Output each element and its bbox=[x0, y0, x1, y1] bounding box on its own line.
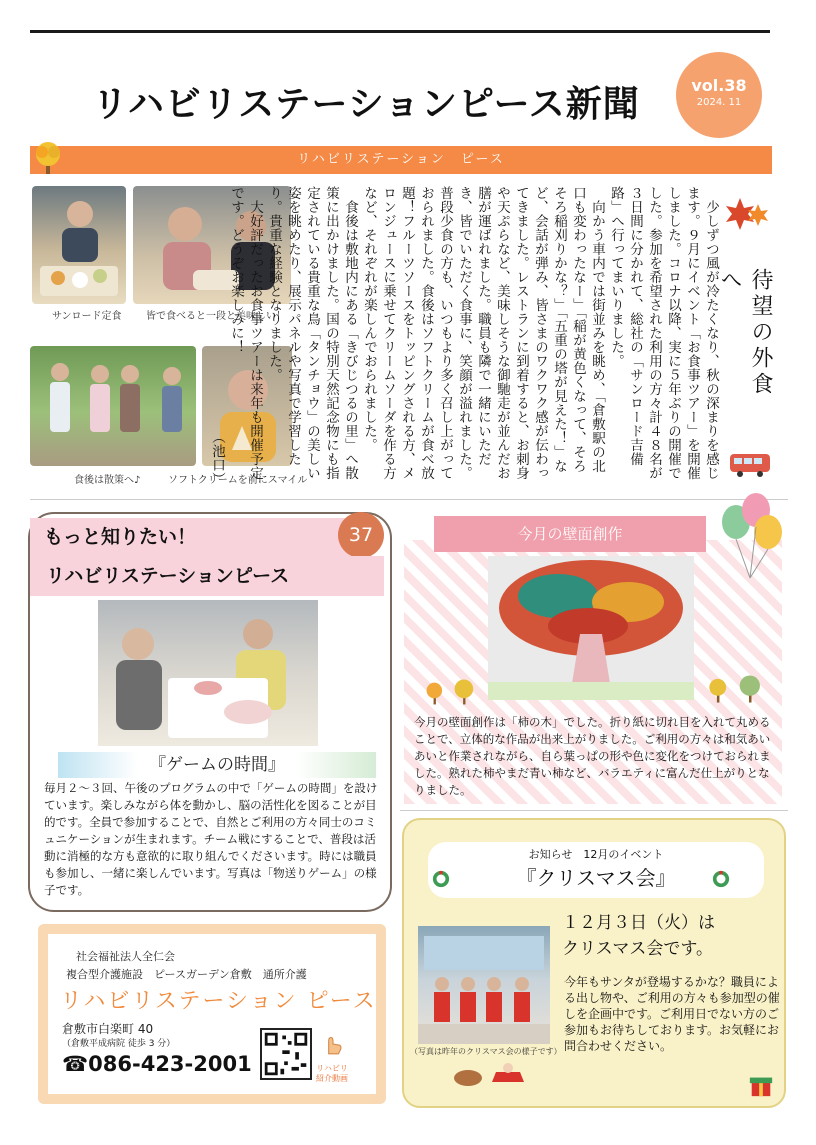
caption-set-meal: サンロード定食 bbox=[52, 311, 122, 322]
autumn-trees-decoration bbox=[700, 672, 776, 706]
wall-art-title: 今月の壁面創作 bbox=[434, 516, 706, 552]
article-signature: （池口） bbox=[209, 430, 225, 486]
qr-label-line: リハビリ bbox=[316, 1064, 348, 1073]
christmas-title: 『クリスマス会』 bbox=[516, 866, 676, 890]
article-title: 待望の外食へ bbox=[717, 268, 773, 398]
christmas-photo-caption: （写真は昨年のクリスマス会の様子です） bbox=[410, 1047, 562, 1056]
wall-art-body: 今月の壁面創作は「柿の木」でした。折り紙に切れ目を入れて丸めることで、立体的な作品が出来上がりました。ご利用の方々は和気あいあいと作業されながら、自ら葉っぱの形や色に変化をつけておられました。熟れた柿やまだ青い柿など、バラエティに富んだ仕上がりとなりました。 bbox=[414, 715, 771, 797]
balloons-icon bbox=[716, 492, 786, 582]
phone-number: ☎086-423-2001 bbox=[62, 1052, 252, 1076]
volume-badge bbox=[676, 52, 762, 138]
christmas-date-line: クリスマス会です。 bbox=[562, 939, 713, 959]
issue-date: 2024. 11 bbox=[696, 97, 742, 108]
maple-leaves-icon bbox=[726, 196, 770, 232]
qr-label-line: 紹介動画 bbox=[316, 1074, 348, 1083]
photo-christmas-party bbox=[418, 926, 550, 1044]
volume-number: vol.38 bbox=[691, 76, 747, 95]
game-time-title: 『ゲームの時間』 bbox=[58, 752, 376, 778]
organization-name: 社会福祉法人全仁会 bbox=[76, 950, 175, 963]
newsletter-title: リハビリステーションピース新聞 bbox=[92, 83, 640, 125]
learn-more-heading: もっと知りたい！ bbox=[30, 518, 360, 556]
wreath-icon bbox=[712, 870, 730, 888]
autumn-trees-decoration bbox=[418, 676, 488, 708]
gift-icon bbox=[748, 1072, 774, 1098]
christmas-body: 今年もサンタが登場するかな？職員による出し物や、ご利用の方々も参加型の催しを企画中です。ご利用日でない方のご参加もお待ちしております。お気軽にお問合わせください。 bbox=[564, 975, 780, 1053]
tap-hand-icon bbox=[320, 1030, 346, 1056]
qr-code-icon[interactable] bbox=[260, 1028, 312, 1080]
autumn-tree-icon bbox=[30, 140, 66, 176]
santa-sleigh-icon bbox=[448, 1060, 528, 1090]
caption-soft-cream: ソフトクリームを前にスマイル bbox=[168, 475, 308, 486]
caption-walk: 食後は散策へ♪ bbox=[74, 475, 141, 486]
wreath-icon bbox=[432, 870, 450, 888]
learn-more-subheading: リハビリステーションピース bbox=[30, 556, 384, 596]
bus-icon bbox=[728, 452, 772, 478]
qr-video-label bbox=[316, 1064, 348, 1084]
photo-set-meal bbox=[32, 186, 126, 304]
caption-eating-together: 皆で食べると一段と美味しい！ bbox=[146, 311, 286, 322]
business-name: リハビリステーション ピース bbox=[60, 989, 377, 1014]
address: 倉敷市白楽町 40 bbox=[62, 1022, 154, 1036]
section-divider bbox=[30, 499, 788, 500]
series-number-badge: 37 bbox=[338, 512, 384, 558]
photo-persimmon-tree-art bbox=[488, 556, 694, 700]
christmas-date-line: １２月３日（火）は bbox=[562, 913, 715, 933]
game-time-body: 毎月２～３回、午後のプログラムの中で「ゲームの時間」を設けています。楽しみながら体を動かし、脳の活性化を図ることが目的です。全員で参加することで、自然とご利用の方々同士のコミュニケーションが生まれます。チーム戦にすることで、普段は活動に消極的な方も意欲的に取り組んでくださいます。時には職員も参加し、一緒に楽しんでいます。写真は「物送りゲーム」の様子です。 bbox=[44, 781, 378, 897]
access-note: （倉敷平成病院 徒歩 3 分） bbox=[62, 1039, 176, 1049]
facility-name: 複合型介護施設 ピースガーデン倉敷 通所介護 bbox=[66, 968, 307, 981]
christmas-date bbox=[562, 910, 715, 962]
section-divider bbox=[400, 810, 788, 811]
photo-game-time bbox=[98, 600, 318, 746]
photo-walk bbox=[30, 346, 196, 466]
top-rule bbox=[30, 30, 770, 33]
section-band: リハビリステーション ピース bbox=[30, 146, 772, 174]
article-paragraph: 食後は敷地内にある「きびじつるの里」へ散策に出かけました。国の特別天然記念物にも指定されている貴重な鳥「タンチョウ」の美しい姿を眺めたり、展示パネルや写真で学習したり。貴重な経験となりました。 bbox=[266, 186, 358, 480]
article-paragraph: 少しずつ風が冷たくなり、秋の深まりを感じます。９月にイベント「お食事ツアー」を開催しました。コロナ以降、実に５年ぶりの開催でした。参加を希望された利用の方々計４８名が３日間に分かれて、総社の「サンロード吉備路」へ行ってまいりました。 bbox=[608, 186, 719, 480]
article-paragraph: 大好評だったお食事ツアーは来年も開催予定です。どうぞお楽しみに！ bbox=[228, 186, 263, 480]
article-paragraph: 向かう車内では街並みを眺め、「倉敷駅の北口も変わったなー」「稲が黄色くなって、そろそろ稲刈りかな？」「五重の塔が見えた！」など、会話が弾み、皆さまのワクワク感が伝わってきました。レストランに到着すると、お刺身や天ぷらなど、美味しそうな御馳走が並んだお膳が運ばれました。職員も隣で一緒にいただき、皆でいただく食事に、笑顔が溢れました。普段少食の方も、いつもより多く召し上がっておられました。食後はソフトクリームが食べ放題！フルーツソースをトッピングされる方、メロンジュースに乗せてクリームソーダを作る方など、それぞれが楽しんでおられました。 bbox=[361, 186, 605, 480]
christmas-subtitle: お知らせ 12月のイベント bbox=[528, 848, 664, 861]
